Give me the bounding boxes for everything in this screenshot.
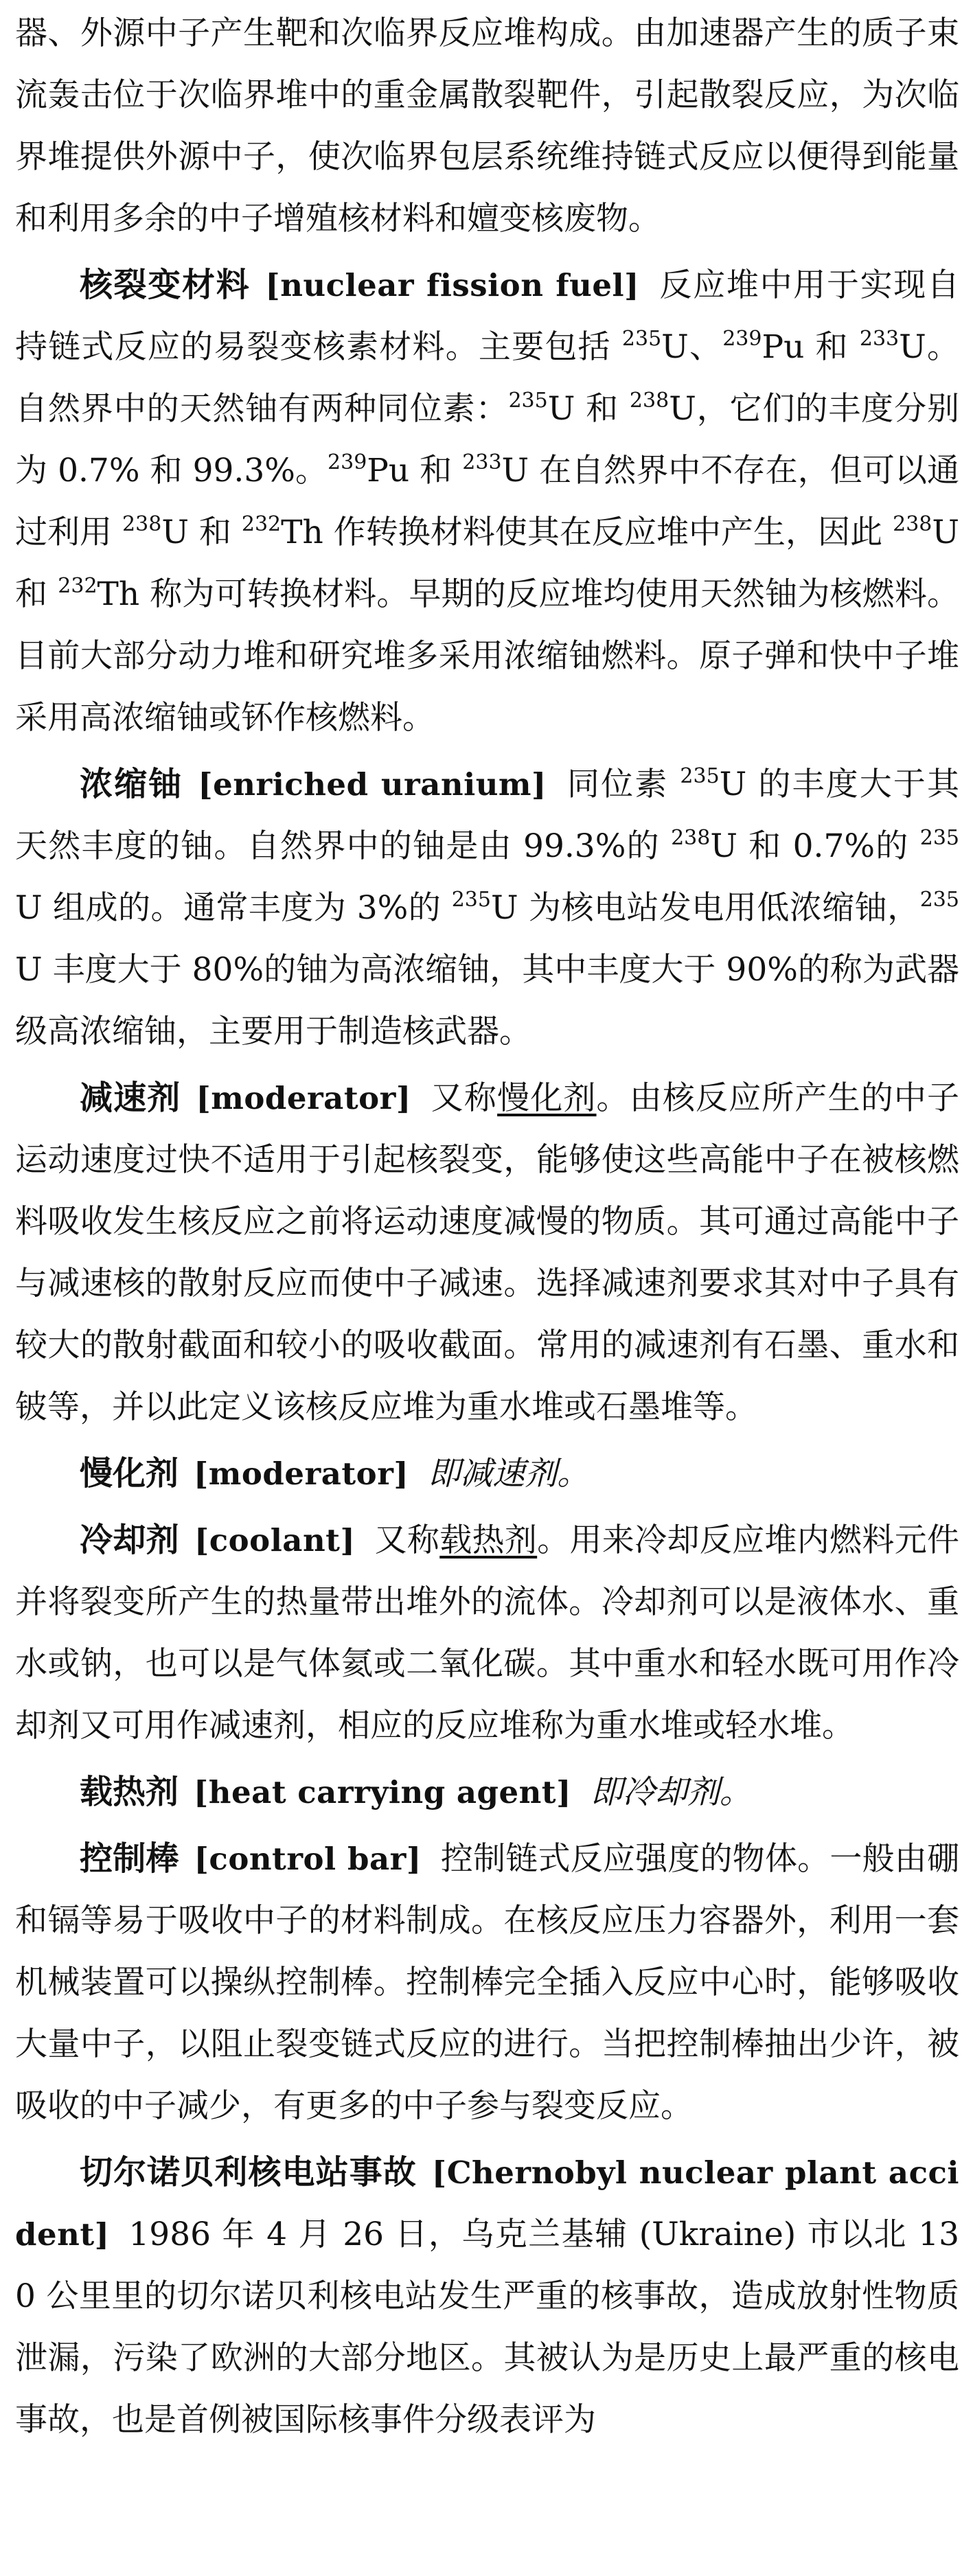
entry-english-term: [control bar]: [194, 1841, 422, 1877]
definition-text: U 丰度大于 80%的铀为高浓缩铀，其中丰度大于 90%的称为武器级高浓缩铀，主要用于制造核武器。: [15, 951, 959, 1050]
see-reference: 即冷却剂。: [590, 1773, 752, 1811]
definition-text: 。用来冷却反应堆内燃料元件并将裂变所产生的热量带出堆外的流体。冷却剂可以是液体水、重水或钠，也可以是气体氦或二氧化碳。其中重水和轻水既可用作冷却剂又可用作减速剂，相应的反应堆称为重水堆或轻水堆。: [15, 1521, 960, 1745]
entry-english-term: [moderator]: [196, 1080, 411, 1116]
intro-paragraph: 器、外源中子产生靶和次临界反应堆构成。由加速器产生的质子束流轰击位于次临界堆中的重金属散裂靶件，引起散裂反应，为次临界堆提供外源中子，使次临界包层系统维持链式反应以便得到能量和利用多余的中子增殖核材料和嬗变核废物。: [15, 14, 959, 238]
definition-text: U 和: [547, 390, 630, 428]
definition-text: 又称: [430, 1079, 498, 1117]
definition-text: U 组成的。通常丰度为 3%的: [15, 889, 452, 927]
definition-text: 又称: [374, 1521, 440, 1559]
superscript: 232: [241, 512, 282, 536]
entry-english-term: [heat carrying agent]: [194, 1774, 571, 1810]
cross-reference-term[interactable]: 载热剂: [439, 1521, 538, 1559]
definition-text: U 和: [161, 514, 242, 551]
entry-english-term: [nuclear fission fuel]: [265, 267, 639, 303]
definition-text: 同位素: [565, 766, 680, 803]
definition-text: U，它们的丰度分别为 0.7% 和 99.3%。: [15, 390, 959, 490]
entry-control-bar: [15, 1828, 959, 2137]
superscript: 235: [680, 764, 720, 788]
superscript: 239: [328, 450, 367, 474]
superscript: 235: [508, 389, 548, 413]
definition-text: U。自然界中的天然铀有两种同位素：: [15, 328, 959, 428]
superscript: 239: [722, 327, 762, 351]
superscript: 235: [451, 888, 491, 912]
definition-text: 控制链式反应强度的物体。一般由硼和镉等易于吸收中子的材料制成。在核反应压力容器外，利用一套机械装置可以操纵控制棒。控制棒完全插入反应中心时，能够吸收大量中子，以阻止裂变链式反应的进行。当把控制棒抽出少许，被吸收的中子减少，有更多的中子参与裂变反应。: [15, 1840, 959, 2125]
superscript: 235: [919, 826, 960, 850]
entry-coolant: [15, 1509, 959, 1757]
entry-moderator-alias: [15, 1442, 959, 1505]
entry-enriched-uranium: [15, 753, 959, 1063]
superscript: 235: [919, 888, 959, 912]
definition-text: 。由核反应所产生的中子运动速度过快不适用于引起核裂变，能够使这些高能中子在被核燃料吸收发生核反应之前将运动速度减慢的物质。其可通过高能中子与减速核的散射反应而使中子减速。选择减速剂要求其对中子具有较大的散射截面和较小的吸收截面。常用的减速剂有石墨、重水和铍等，并以此定义该核反应堆为重水堆或石墨堆等。: [15, 1079, 960, 1426]
entry-english-term: [enriched uranium]: [198, 766, 547, 803]
entry-term: 慢化剂: [80, 1454, 179, 1493]
definition-text: U 和 0.7%的: [710, 827, 920, 865]
entry-english-term: [moderator]: [194, 1456, 409, 1492]
entry-english-term: [Chernobyl nuclear plant accident]: [15, 2154, 959, 2253]
superscript: 238: [893, 512, 932, 536]
definition-text: U 在自然界中不存在，但可以通过利用: [15, 452, 959, 551]
definition-text: Th 作转换材料使其在反应堆中产生，因此: [281, 514, 893, 551]
definition-text: 反应堆中用于实现自持链式反应的易裂变核素材料。主要包括: [15, 266, 959, 366]
definition-text: Pu 和: [367, 452, 463, 490]
definition-text: U 的丰度大于其天然丰度的铀。自然界中的铀是由 99.3%的: [15, 766, 959, 865]
entry-chernobyl-accident: [15, 2141, 959, 2451]
superscript: 238: [629, 389, 669, 413]
definition-text: U 和: [15, 514, 959, 613]
definition-text: Th 称为可转换材料。早期的反应堆均使用天然铀为核燃料。目前大部分动力堆和研究堆多采用浓缩铀燃料。原子弹和快中子堆采用高浓缩铀或钚作核燃料。: [15, 575, 959, 737]
superscript: 238: [122, 512, 162, 536]
entry-term: 核裂变材料: [80, 266, 251, 304]
superscript: 238: [671, 826, 711, 850]
entry-term: 浓缩铀: [80, 765, 183, 803]
definition-text: U、: [661, 328, 723, 366]
entry-term: 冷却剂: [80, 1521, 179, 1559]
superscript: 235: [621, 327, 662, 351]
entry-moderator: [15, 1067, 959, 1438]
entry-term: 载热剂: [80, 1773, 179, 1811]
entry-term: 切尔诺贝利核电站事故: [80, 2153, 417, 2192]
definition-text: Pu 和: [762, 328, 860, 366]
definition-text: 1986 年 4 月 26 日，乌克兰基辅 (Ukraine) 市以北 130 公里里的切尔诺贝利核电站发生严重的核事故，造成放射性物质泄漏，污染了欧洲的大部分地区。其被认为是历史上最严重的核电事故，也是首例被国际核事件分级表评为: [15, 2216, 959, 2439]
entry-term: 控制棒: [80, 1839, 179, 1878]
entry-heat-carrying-agent: [15, 1761, 959, 1824]
superscript: 232: [58, 574, 98, 598]
superscript: 233: [462, 450, 502, 474]
entry-english-term: [coolant]: [194, 1522, 356, 1559]
cross-reference-term[interactable]: 慢化剂: [497, 1079, 597, 1117]
superscript: 233: [859, 327, 900, 351]
see-reference: 即减速剂。: [428, 1455, 590, 1493]
entry-term: 减速剂: [80, 1079, 181, 1117]
definition-text: U 为核电站发电用低浓缩铀，: [490, 889, 920, 927]
entry-nuclear-fission-fuel: [15, 254, 959, 749]
